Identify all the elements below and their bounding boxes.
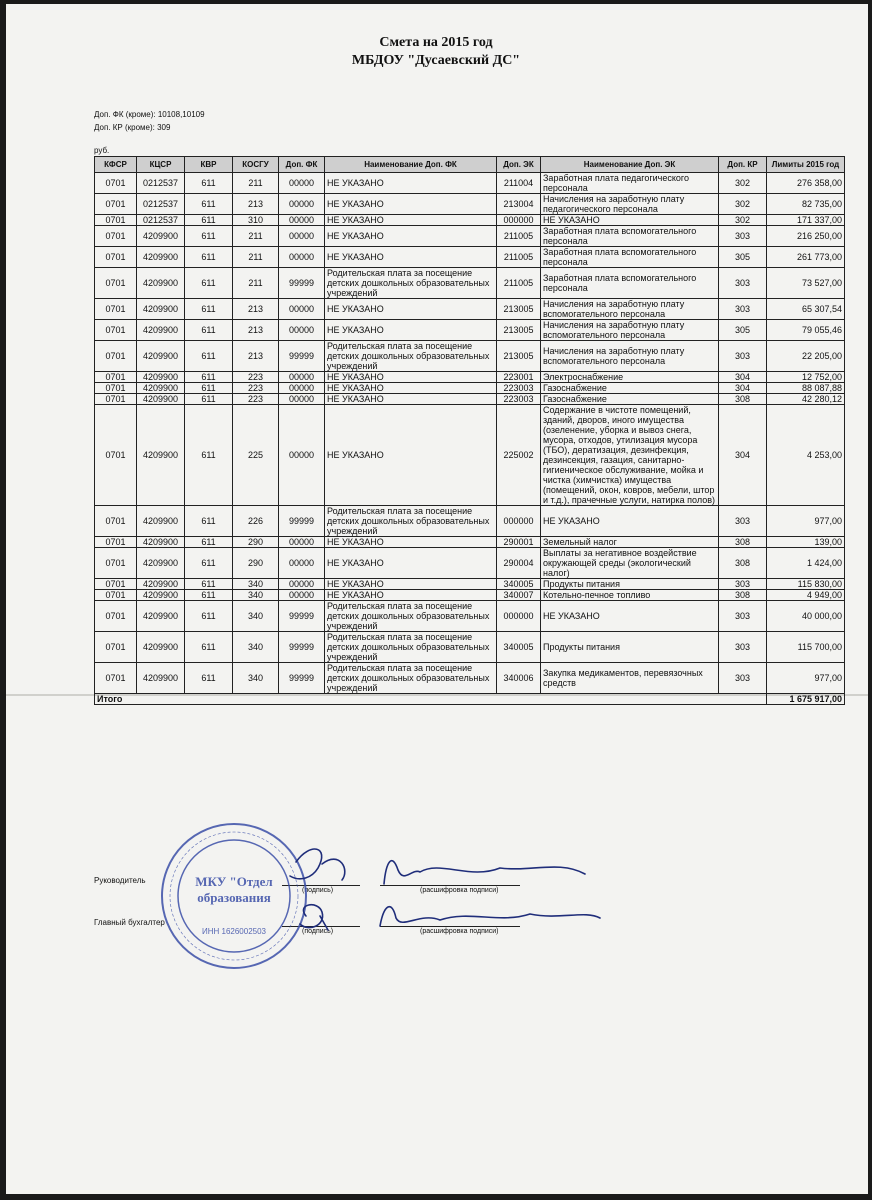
dop-fk-name-cell: НЕ УКАЗАНО — [325, 194, 497, 215]
kcsr-cell: 4209900 — [137, 299, 185, 320]
dop-fk-name-cell: НЕ УКАЗАНО — [325, 299, 497, 320]
dop-kr-cell: 304 — [719, 372, 767, 383]
total-label: Итого — [95, 694, 767, 705]
kcsr-cell: 4209900 — [137, 601, 185, 632]
kvr-cell: 611 — [185, 320, 233, 341]
column-header: Доп. ФК — [279, 157, 325, 173]
dop-ek-name-cell: Продукты питания — [541, 632, 719, 663]
kvr-cell: 611 — [185, 194, 233, 215]
dop-ek-cell: 340005 — [497, 632, 541, 663]
kvr-cell: 611 — [185, 506, 233, 537]
kosgu-cell: 213 — [233, 320, 279, 341]
dop-fk-cell: 99999 — [279, 663, 325, 694]
kfsr-cell: 0701 — [95, 601, 137, 632]
dop-ek-cell: 223003 — [497, 383, 541, 394]
kfsr-cell: 0701 — [95, 226, 137, 247]
kfsr-cell: 0701 — [95, 372, 137, 383]
kfsr-cell: 0701 — [95, 579, 137, 590]
dop-ek-name-cell: Содержание в чистоте помещений, зданий, дворов, иного имущества (озеленение, уборка и вывоз снега, мусора, отходов, утилизация мусора (ТБО), дератизация, дезинфекция, дезинсекция, газация, санитарно-гигиеническое обслуживание, мойка и чистка (химчистка) имущества (помещений, окон, ковров, мебели, штор и т.д.), прачечные услуги, натирка полов) — [541, 405, 719, 506]
accountant-label: Главный бухгалтер — [94, 918, 165, 927]
column-header: Наименование Доп. ФК — [325, 157, 497, 173]
kcsr-cell: 4209900 — [137, 590, 185, 601]
dop-ek-cell: 211005 — [497, 268, 541, 299]
kvr-cell: 611 — [185, 341, 233, 372]
dop-kr-cell: 308 — [719, 590, 767, 601]
kfsr-cell: 0701 — [95, 663, 137, 694]
kcsr-cell: 4209900 — [137, 226, 185, 247]
official-stamp — [162, 824, 306, 968]
kcsr-cell: 4209900 — [137, 372, 185, 383]
kosgu-cell: 213 — [233, 299, 279, 320]
kfsr-cell: 0701 — [95, 268, 137, 299]
dop-kr-cell: 303 — [719, 299, 767, 320]
dop-kr-cell: 302 — [719, 194, 767, 215]
dop-fk-name-cell: НЕ УКАЗАНО — [325, 383, 497, 394]
dop-ek-cell: 211004 — [497, 173, 541, 194]
dop-fk-cell: 00000 — [279, 226, 325, 247]
dop-fk-cell: 00000 — [279, 372, 325, 383]
kcsr-cell: 4209900 — [137, 405, 185, 506]
dop-fk-name-cell: НЕ УКАЗАНО — [325, 372, 497, 383]
dop-ek-cell: 213005 — [497, 320, 541, 341]
dop-ek-name-cell: Котельно-печное топливо — [541, 590, 719, 601]
dop-kr-cell: 308 — [719, 548, 767, 579]
limit-cell: 171 337,00 — [767, 215, 845, 226]
kvr-cell: 611 — [185, 579, 233, 590]
head-sign-caption: (подпись) — [302, 887, 334, 894]
kvr-cell: 611 — [185, 226, 233, 247]
dop-kr-cell: 308 — [719, 394, 767, 405]
dop-kr-cell: 302 — [719, 215, 767, 226]
dop-ek-cell: 211005 — [497, 226, 541, 247]
dop-kr-cell: 305 — [719, 247, 767, 268]
total-value: 1 675 917,00 — [767, 694, 845, 705]
limit-cell: 82 735,00 — [767, 194, 845, 215]
limit-cell: 12 752,00 — [767, 372, 845, 383]
kosgu-cell: 223 — [233, 372, 279, 383]
kcsr-cell: 0212537 — [137, 194, 185, 215]
limit-cell: 977,00 — [767, 663, 845, 694]
kfsr-cell: 0701 — [95, 299, 137, 320]
kosgu-cell: 211 — [233, 247, 279, 268]
accountant-signature-mark — [300, 905, 328, 930]
dop-ek-name-cell: Начисления на заработную плату педагогического персонала — [541, 194, 719, 215]
dop-ek-cell: 340006 — [497, 663, 541, 694]
kosgu-cell: 340 — [233, 579, 279, 590]
document-title: Смета на 2015 год — [379, 35, 493, 50]
kvr-cell: 611 — [185, 663, 233, 694]
kcsr-cell: 4209900 — [137, 394, 185, 405]
dop-fk-cell: 00000 — [279, 194, 325, 215]
kvr-cell: 611 — [185, 299, 233, 320]
organization-name: МБДОУ "Дусаевский ДС" — [351, 53, 521, 68]
dop-fk-cell: 99999 — [279, 601, 325, 632]
kvr-cell: 611 — [185, 405, 233, 506]
dop-ek-name-cell: Начисления на заработную плату вспомогательного персонала — [541, 341, 719, 372]
dop-kr-cell: 304 — [719, 383, 767, 394]
limit-cell: 276 358,00 — [767, 173, 845, 194]
dop-kr-cell: 308 — [719, 537, 767, 548]
dop-ek-cell: 213004 — [497, 194, 541, 215]
limit-cell: 139,00 — [767, 537, 845, 548]
stamp-line-2: образования — [197, 890, 271, 905]
dop-kr-cell: 305 — [719, 320, 767, 341]
dop-kr-cell: 303 — [719, 663, 767, 694]
dop-fk-cell: 00000 — [279, 383, 325, 394]
dop-kr-cell: 302 — [719, 173, 767, 194]
kfsr-cell: 0701 — [95, 548, 137, 579]
kfsr-cell: 0701 — [95, 194, 137, 215]
kcsr-cell: 0212537 — [137, 215, 185, 226]
dop-ek-name-cell: Заработная плата вспомогательного персонала — [541, 226, 719, 247]
limit-cell: 261 773,00 — [767, 247, 845, 268]
limit-cell: 4 253,00 — [767, 405, 845, 506]
kvr-cell: 611 — [185, 601, 233, 632]
dop-ek-name-cell: Начисления на заработную плату вспомогательного персонала — [541, 299, 719, 320]
dop-fk-name-cell: Родительская плата за посещение детских дошкольных образовательных учреждений — [325, 268, 497, 299]
kosgu-cell: 340 — [233, 590, 279, 601]
kvr-cell: 611 — [185, 383, 233, 394]
head-name-caption: (расшифровка подписи) — [420, 887, 499, 894]
dop-ek-name-cell: НЕ УКАЗАНО — [541, 506, 719, 537]
limit-cell: 115 830,00 — [767, 579, 845, 590]
column-header: Доп. ЭК — [497, 157, 541, 173]
kvr-cell: 611 — [185, 247, 233, 268]
dop-ek-name-cell: Газоснабжение — [541, 394, 719, 405]
kfsr-cell: 0701 — [95, 632, 137, 663]
dop-ek-name-cell: Электроснабжение — [541, 372, 719, 383]
dop-fk-name-cell: Родительская плата за посещение детских дошкольных образовательных учреждений — [325, 506, 497, 537]
dop-ek-name-cell: НЕ УКАЗАНО — [541, 601, 719, 632]
dop-fk-cell: 00000 — [279, 299, 325, 320]
kosgu-cell: 340 — [233, 601, 279, 632]
limit-cell: 40 000,00 — [767, 601, 845, 632]
limit-cell: 65 307,54 — [767, 299, 845, 320]
dop-ek-cell: 223001 — [497, 372, 541, 383]
dop-ek-cell: 213005 — [497, 299, 541, 320]
kfsr-cell: 0701 — [95, 247, 137, 268]
kfsr-cell: 0701 — [95, 173, 137, 194]
kcsr-cell: 4209900 — [137, 548, 185, 579]
kvr-cell: 611 — [185, 173, 233, 194]
dop-ek-name-cell: Заработная плата педагогического персонала — [541, 173, 719, 194]
dop-ek-name-cell: Начисления на заработную плату вспомогательного персонала — [541, 320, 719, 341]
kvr-cell: 611 — [185, 215, 233, 226]
dop-fk-name-cell: НЕ УКАЗАНО — [325, 394, 497, 405]
kvr-cell: 611 — [185, 372, 233, 383]
dop-ek-name-cell: Газоснабжение — [541, 383, 719, 394]
dop-fk-name-cell: Родительская плата за посещение детских дошкольных образовательных учреждений — [325, 341, 497, 372]
stamp-inn: ИНН 1626002503 — [201, 927, 267, 936]
dop-kr-cell: 303 — [719, 341, 767, 372]
kosgu-cell: 213 — [233, 194, 279, 215]
dop-kr-cell: 303 — [719, 579, 767, 590]
dop-ek-cell: 000000 — [497, 601, 541, 632]
kfsr-cell: 0701 — [95, 394, 137, 405]
kvr-cell: 611 — [185, 632, 233, 663]
stamp-line-1: МКУ "Отдел — [195, 874, 273, 889]
kosgu-cell: 340 — [233, 663, 279, 694]
kvr-cell: 611 — [185, 268, 233, 299]
dop-fk-cell: 99999 — [279, 632, 325, 663]
accountant-sign-caption: (подпись) — [302, 928, 334, 935]
kosgu-cell: 226 — [233, 506, 279, 537]
meta-fk-filter: Доп. ФК (кроме): 10108,10109 — [94, 110, 205, 119]
dop-ek-cell: 213005 — [497, 341, 541, 372]
kfsr-cell: 0701 — [95, 215, 137, 226]
dop-fk-name-cell: НЕ УКАЗАНО — [325, 173, 497, 194]
dop-fk-cell: 00000 — [279, 215, 325, 226]
meta-kr-filter: Доп. КР (кроме): 309 — [94, 123, 171, 132]
column-header: Доп. КР — [719, 157, 767, 173]
dop-fk-name-cell: Родительская плата за посещение детских дошкольных образовательных учреждений — [325, 601, 497, 632]
dop-fk-name-cell: НЕ УКАЗАНО — [325, 537, 497, 548]
limit-cell: 79 055,46 — [767, 320, 845, 341]
kosgu-cell: 310 — [233, 215, 279, 226]
dop-kr-cell: 303 — [719, 632, 767, 663]
kcsr-cell: 4209900 — [137, 506, 185, 537]
dop-fk-cell: 00000 — [279, 173, 325, 194]
kcsr-cell: 4209900 — [137, 341, 185, 372]
kosgu-cell: 223 — [233, 394, 279, 405]
column-header: КФСР — [95, 157, 137, 173]
kfsr-cell: 0701 — [95, 506, 137, 537]
kfsr-cell: 0701 — [95, 341, 137, 372]
dop-fk-name-cell: НЕ УКАЗАНО — [325, 247, 497, 268]
dop-fk-name-cell: НЕ УКАЗАНО — [325, 215, 497, 226]
limit-cell: 73 527,00 — [767, 268, 845, 299]
kvr-cell: 611 — [185, 590, 233, 601]
dop-ek-name-cell: Продукты питания — [541, 579, 719, 590]
limit-cell: 22 205,00 — [767, 341, 845, 372]
dop-fk-cell: 99999 — [279, 268, 325, 299]
dop-fk-cell: 99999 — [279, 506, 325, 537]
dop-kr-cell: 303 — [719, 601, 767, 632]
kosgu-cell: 340 — [233, 632, 279, 663]
handwritten-signatures — [290, 849, 600, 930]
dop-fk-cell: 00000 — [279, 537, 325, 548]
dop-fk-name-cell: НЕ УКАЗАНО — [325, 548, 497, 579]
dop-fk-name-cell: НЕ УКАЗАНО — [325, 579, 497, 590]
kosgu-cell: 225 — [233, 405, 279, 506]
dop-fk-name-cell: НЕ УКАЗАНО — [325, 320, 497, 341]
kcsr-cell: 0212537 — [137, 173, 185, 194]
dop-kr-cell: 303 — [719, 226, 767, 247]
dop-fk-cell: 00000 — [279, 247, 325, 268]
dop-fk-name-cell: Родительская плата за посещение детских дошкольных образовательных учреждений — [325, 632, 497, 663]
kcsr-cell: 4209900 — [137, 537, 185, 548]
column-header: КВР — [185, 157, 233, 173]
dop-ek-cell: 340005 — [497, 579, 541, 590]
kfsr-cell: 0701 — [95, 537, 137, 548]
dop-fk-cell: 00000 — [279, 579, 325, 590]
dop-ek-name-cell: Земельный налог — [541, 537, 719, 548]
kfsr-cell: 0701 — [95, 590, 137, 601]
dop-fk-cell: 00000 — [279, 548, 325, 579]
dop-fk-cell: 99999 — [279, 341, 325, 372]
column-header: КЦСР — [137, 157, 185, 173]
limit-cell: 115 700,00 — [767, 632, 845, 663]
dop-ek-cell: 290004 — [497, 548, 541, 579]
dop-ek-cell: 290001 — [497, 537, 541, 548]
dop-ek-cell: 000000 — [497, 506, 541, 537]
kosgu-cell: 211 — [233, 226, 279, 247]
dop-kr-cell: 303 — [719, 268, 767, 299]
kosgu-cell: 223 — [233, 383, 279, 394]
limit-cell: 4 949,00 — [767, 590, 845, 601]
kcsr-cell: 4209900 — [137, 632, 185, 663]
dop-kr-cell: 304 — [719, 405, 767, 506]
dop-fk-name-cell: НЕ УКАЗАНО — [325, 226, 497, 247]
limit-cell: 88 087,88 — [767, 383, 845, 394]
accountant-name-caption: (расшифровка подписи) — [420, 928, 499, 935]
head-name-handwriting — [384, 861, 585, 884]
dop-fk-name-cell: НЕ УКАЗАНО — [325, 405, 497, 506]
dop-fk-cell: 00000 — [279, 394, 325, 405]
dop-ek-cell: 000000 — [497, 215, 541, 226]
limit-cell: 977,00 — [767, 506, 845, 537]
dop-fk-name-cell: НЕ УКАЗАНО — [325, 590, 497, 601]
kvr-cell: 611 — [185, 537, 233, 548]
limit-cell: 1 424,00 — [767, 548, 845, 579]
dop-ek-cell: 211005 — [497, 247, 541, 268]
head-label: Руководитель — [94, 876, 146, 885]
dop-ek-name-cell: Закупка медикаментов, перевязочных средств — [541, 663, 719, 694]
kcsr-cell: 4209900 — [137, 663, 185, 694]
limit-cell: 42 280,12 — [767, 394, 845, 405]
limit-cell: 216 250,00 — [767, 226, 845, 247]
kfsr-cell: 0701 — [95, 320, 137, 341]
column-header: КОСГУ — [233, 157, 279, 173]
kcsr-cell: 4209900 — [137, 579, 185, 590]
kvr-cell: 611 — [185, 394, 233, 405]
kosgu-cell: 211 — [233, 268, 279, 299]
dop-ek-name-cell: Заработная плата вспомогательного персонала — [541, 268, 719, 299]
dop-fk-cell: 00000 — [279, 590, 325, 601]
kosgu-cell: 211 — [233, 173, 279, 194]
kcsr-cell: 4209900 — [137, 383, 185, 394]
kcsr-cell: 4209900 — [137, 320, 185, 341]
kvr-cell: 611 — [185, 548, 233, 579]
dop-ek-cell: 225002 — [497, 405, 541, 506]
currency-label: руб. — [94, 146, 110, 155]
dop-ek-name-cell: НЕ УКАЗАНО — [541, 215, 719, 226]
dop-fk-cell: 00000 — [279, 320, 325, 341]
dop-ek-name-cell: Заработная плата вспомогательного персонала — [541, 247, 719, 268]
accountant-name-handwriting — [380, 907, 600, 926]
column-header: Лимиты 2015 год — [767, 157, 845, 173]
kcsr-cell: 4209900 — [137, 268, 185, 299]
kfsr-cell: 0701 — [95, 383, 137, 394]
kcsr-cell: 4209900 — [137, 247, 185, 268]
dop-ek-name-cell: Выплаты за негативное воздействие окружающей среды (экологический налог) — [541, 548, 719, 579]
dop-ek-cell: 223003 — [497, 394, 541, 405]
kfsr-cell: 0701 — [95, 405, 137, 506]
dop-kr-cell: 303 — [719, 506, 767, 537]
column-header: Наименование Доп. ЭК — [541, 157, 719, 173]
dop-ek-cell: 340007 — [497, 590, 541, 601]
kosgu-cell: 213 — [233, 341, 279, 372]
kosgu-cell: 290 — [233, 548, 279, 579]
dop-fk-cell: 00000 — [279, 405, 325, 506]
dop-fk-name-cell: Родительская плата за посещение детских дошкольных образовательных учреждений — [325, 663, 497, 694]
kosgu-cell: 290 — [233, 537, 279, 548]
